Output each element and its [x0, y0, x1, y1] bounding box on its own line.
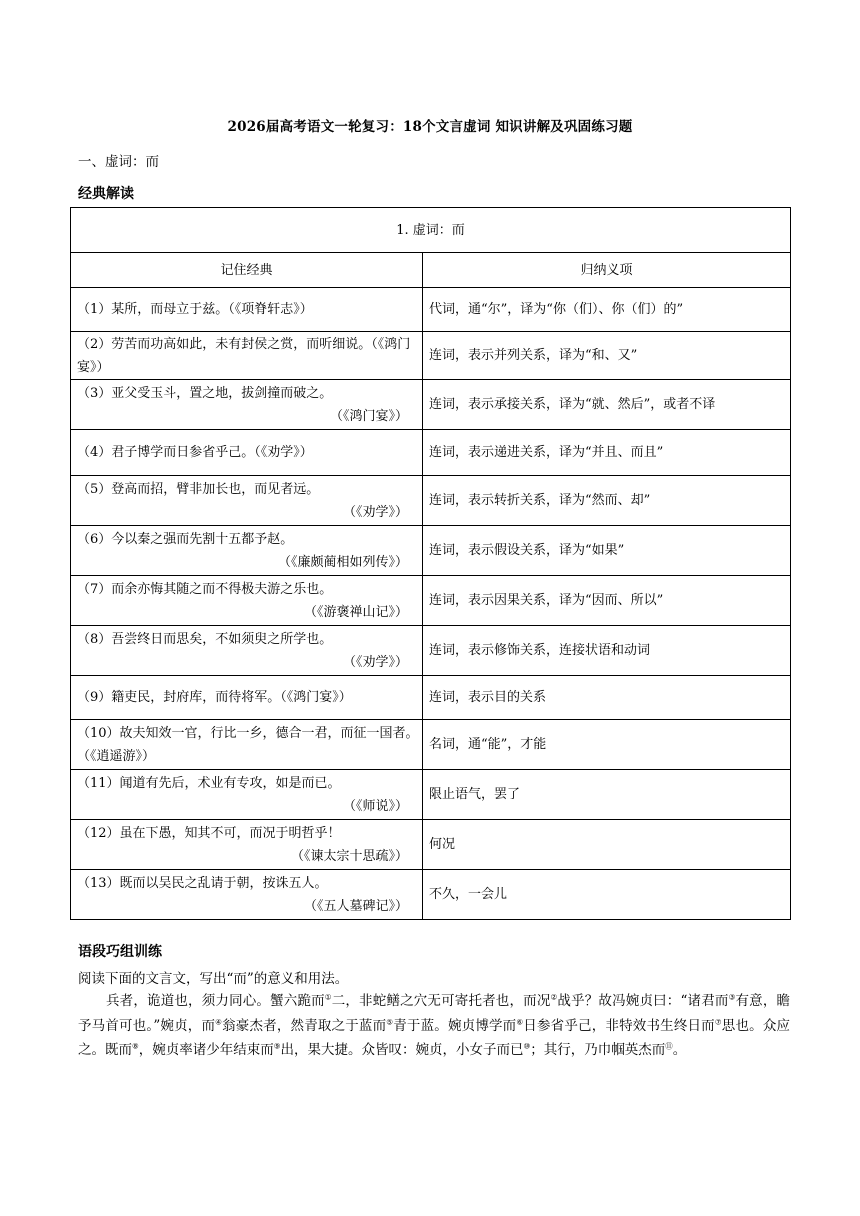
- meaning-cell: 连词，表示目的关系: [423, 676, 791, 720]
- footnote-marker: ①: [324, 992, 332, 1002]
- meaning-cell: 连词，表示因果关系，译为“因而、所以”: [423, 576, 791, 626]
- column-header-meanings: 归纳义项: [423, 253, 791, 288]
- example-source: （《师说》）: [342, 798, 408, 814]
- table-row: [71, 720, 791, 770]
- example-source: （《谏太宗十思疏》）: [290, 848, 408, 864]
- meaning-cell: 连词，表示假设关系，译为“如果”: [423, 526, 791, 576]
- footnote-marker: ⑥: [516, 1017, 524, 1026]
- example-cell: [71, 332, 423, 380]
- example-source: （《鸿门宴》）: [329, 408, 408, 424]
- meaning-cell: 何况: [423, 820, 791, 870]
- table-row: [71, 430, 791, 476]
- footnote-marker: ⑩: [523, 1041, 531, 1051]
- example-source: （《劝学》）: [342, 654, 408, 670]
- example-cell: [71, 576, 423, 626]
- meaning-cell: 连词，表示递进关系，译为“并且、而且”: [423, 430, 791, 476]
- footnote-marker: ③: [728, 992, 736, 1002]
- table-row: [71, 676, 791, 720]
- footnote-marker: ④: [215, 1017, 223, 1026]
- table-row: [71, 476, 791, 526]
- example-cell: [71, 288, 423, 332]
- example-cell: [71, 820, 423, 870]
- section-heading: 一、虚词：而: [78, 154, 159, 170]
- example-sentence: （12）虽在下愚，知其不可，而况于明哲乎！: [77, 825, 341, 841]
- table-row: [71, 820, 791, 870]
- example-source: （《廉颇蔺相如列传》）: [277, 554, 408, 570]
- table-row: [71, 380, 791, 430]
- table-row: [71, 770, 791, 820]
- meaning-cell: 限止语气，罢了: [423, 770, 791, 820]
- meaning-cell: 连词，表示转折关系，译为“然而、却”: [423, 476, 791, 526]
- footnote-marker: ⑪: [665, 1041, 673, 1051]
- example-sentence: （2）劳苦而功高如此，未有封侯之赏，而听细说。（《鸿门宴》）: [77, 336, 411, 375]
- example-sentence: （4）君子博学而日参省乎己。（《劝学》）: [77, 445, 313, 460]
- footnote-marker: ⑧: [132, 1041, 139, 1051]
- practice-heading: 语段巧组训练: [78, 944, 162, 960]
- meaning-cell: 不久，一会儿: [423, 870, 791, 920]
- example-cell: [71, 430, 423, 476]
- example-cell: [71, 476, 423, 526]
- example-sentence: （13）既而以吴民之乱请于朝，按诛五人。: [77, 875, 328, 891]
- example-cell: [71, 720, 465, 770]
- table-caption: 1. 虚词：而: [71, 208, 791, 253]
- usage-table: [70, 207, 791, 920]
- footnote-marker: ⑨: [273, 1041, 281, 1051]
- table-row: [71, 288, 791, 332]
- footnote-marker: ②: [550, 992, 558, 1002]
- example-cell: [71, 380, 423, 430]
- column-header-examples: 记住经典: [71, 253, 423, 288]
- example-sentence: （9）籍吏民，封府库，而待将军。（《鸿门宴》）: [77, 690, 352, 705]
- example-sentence: （5）登高而招，臂非加长也，而见者远。: [77, 481, 320, 497]
- example-cell: [71, 770, 423, 820]
- example-source: （《劝学》）: [342, 504, 408, 520]
- example-sentence: （3）亚父受玉斗，置之地，拔剑撞而破之。: [77, 385, 333, 401]
- example-sentence: （7）而余亦悔其随之而不得极夫游之乐也。: [77, 581, 333, 597]
- meaning-cell: 代词，通“尔”，译为“你（们）、你（们）的”: [423, 288, 791, 332]
- table-row: [71, 626, 791, 676]
- example-cell: [71, 526, 423, 576]
- meaning-cell: 名词，通“能”，才能: [423, 720, 791, 770]
- example-sentence: （11）闻道有先后，术业有专攻，如是而已。: [77, 775, 341, 791]
- practice-instruction: 阅读下面的文言文，写出“而”的意义和用法。: [78, 971, 349, 987]
- example-sentence: （1）某所，而母立于兹。（《项脊轩志》）: [77, 302, 313, 317]
- table-row: [71, 870, 791, 920]
- meaning-cell: 连词，表示并列关系，译为“和、又”: [423, 332, 791, 380]
- example-cell: [71, 676, 423, 720]
- table-row: [71, 332, 791, 380]
- example-source: （《五人墓碑记》）: [303, 898, 408, 914]
- meaning-cell: 连词，表示修饰关系，连接状语和动词: [423, 626, 791, 676]
- footnote-marker: ⑦: [714, 1017, 722, 1026]
- footnote-marker: ⑤: [386, 1017, 394, 1026]
- table-row: [71, 526, 791, 576]
- example-source: （《游褒禅山记》）: [303, 604, 408, 620]
- example-cell: [71, 870, 423, 920]
- practice-passage: 兵者，诡道也，须力同心。蟹六跪而①二，非蛇鳝之穴无可寄托者也，而况②战乎？故冯婉贞曰：“诸君而③有意，瞻予马首可也。”婉贞，而④翁豪杰者，然青取之于蓝而⑤青于蓝。婉贞博学而⑥日参省乎己，非特效书生终日而⑦思也。众应之。既而⑧，婉贞率诸少年结束而⑨出，果大捷。众皆叹：婉贞，小女子而已⑩；其行，乃巾帼英杰而⑪。: [78, 992, 791, 1058]
- document-title: 2026届高考语文一轮复习：18个文言虚词 知识讲解及巩固练习题: [227, 119, 633, 135]
- example-sentence: （10）故夫知效一官，行比一乡，德合一君，而征一国者。 （《逍遥游》）: [77, 725, 465, 764]
- subsection-heading: 经典解读: [78, 186, 134, 202]
- example-cell: [71, 626, 423, 676]
- example-sentence: （8）吾尝终日而思矣，不如须臾之所学也。: [77, 631, 333, 647]
- example-sentence: （6）今以秦之强而先割十五都予赵。: [77, 531, 294, 547]
- meaning-cell: 连词，表示承接关系，译为“就、然后”，或者不译: [423, 380, 791, 430]
- table-row: [71, 576, 791, 626]
- table-body: [71, 288, 791, 920]
